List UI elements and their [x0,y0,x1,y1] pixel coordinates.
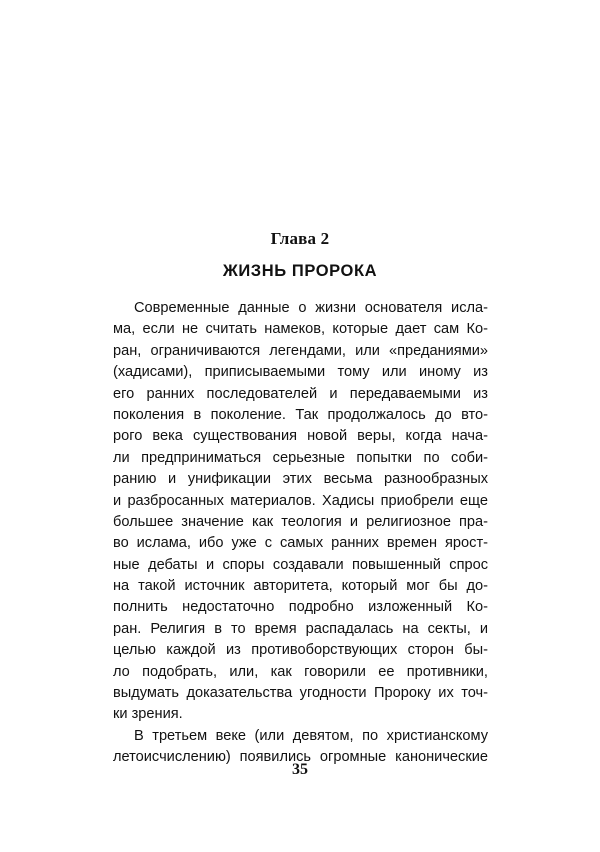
text-line: ран. Религия в то время распадалась на секты, и [113,620,488,637]
text-line: ма, если не считать намеков, которые дает сам Ко- [113,321,488,338]
text-line: и разбросанных материалов. Хадисы приобрели еще [113,492,488,509]
text-line: ранию и унификации этих весьма разнообразных [113,471,488,488]
text-line: ки зрения. [113,706,183,723]
chapter-label: Глава 2 [270,229,330,248]
text-line: выдумать доказательства угодности Пророку их точ- [113,685,488,702]
text-line: во ислама, ибо уже с самых ранних времен ярост- [113,535,488,552]
text-line: Современные данные о жизни основателя исла- [134,300,488,316]
body-text [113,298,488,769]
text-line: ло подобрать, или, как говорили ее противники, [113,663,488,680]
text-line: ли предприниматься серьезные попытки по соби- [113,449,488,466]
text-line: его ранних последователей и передаваемыми из [113,385,488,402]
chapter-title: ЖИЗНЬ ПРОРОКА [222,262,378,280]
text-line: (хадисами), приписываемыми тому или иному из [113,364,488,381]
text-line: на такой источник авторитета, который мог бы до- [113,578,488,595]
text-line: поколения в поколение. Так продолжалось до вто- [113,406,488,423]
text-line: ран, ограничиваются легендами, или «преданиями» [113,342,488,359]
paragraph-1 [113,298,488,726]
text-line: полнить недостаточно подробно изложенный Ко- [113,599,488,616]
text-line: большее значение как теология и религиозное пра- [113,513,488,530]
text-line: целью каждой из противоборствующих сторон бы- [113,642,488,659]
text-line: летоисчислению) появились огромные канонические [113,749,488,766]
page-number: 35 [292,761,308,778]
text-line: рого века существования новой веры, когда нача- [113,428,488,445]
text-line: В третьем веке (или девятом, по христианскому [134,727,488,744]
text-line: ные дебаты и споры создавали повышенный спрос [113,556,488,573]
